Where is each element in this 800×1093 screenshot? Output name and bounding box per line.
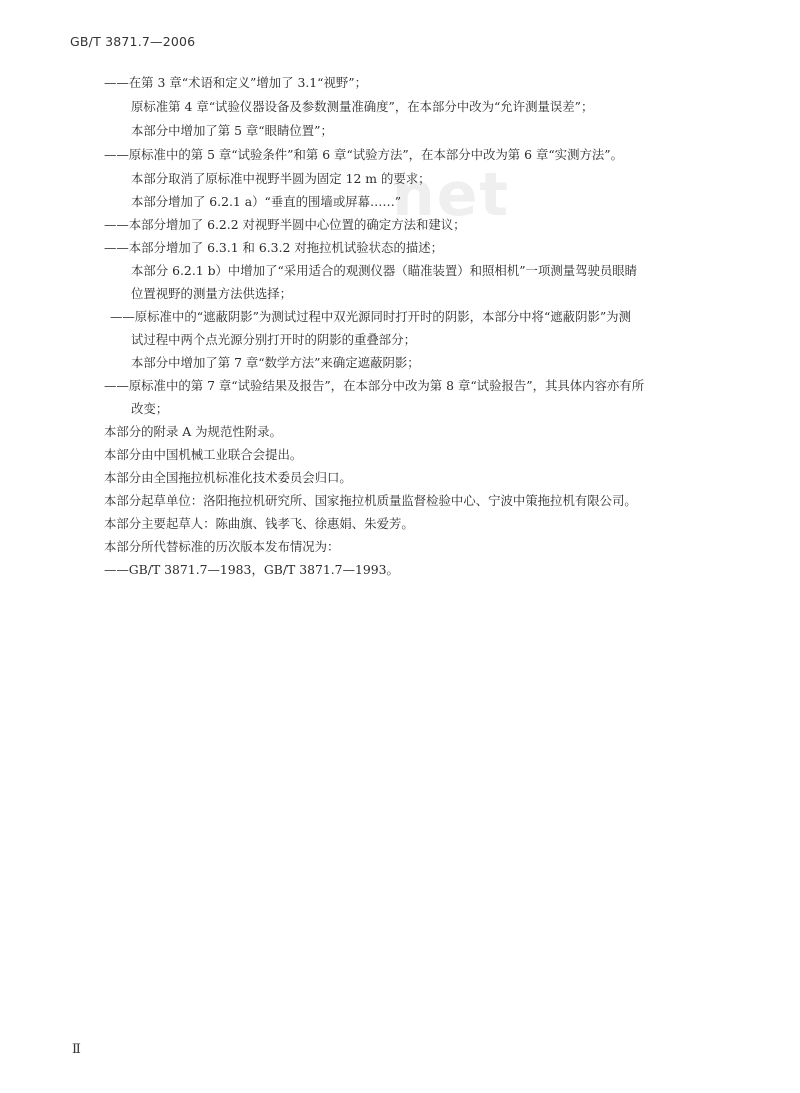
text-line: ——GB/T 3871.7—1983，GB/T 3871.7—1993。 [104,562,399,577]
watermark: net [392,160,511,230]
text-line: ——本部分增加了 6.3.1 和 6.3.2 对拖拉机试验状态的描述； [104,240,444,255]
text-line: ——本部分增加了 6.2.2 对视野半圆中心位置的确定方法和建议； [104,217,466,232]
text-line: 本部分 6.2.1 b）中增加了“采用适合的观测仪器（瞄准装置）和照相机”一项测量驾驶员眼睛 [131,263,638,278]
text-line: 本部分起草单位：洛阳拖拉机研究所、国家拖拉机质量监督检验中心、宁波中策拖拉机有限公司。 [104,493,637,508]
text-line: 本部分取消了原标准中视野半圆为固定 12 m 的要求； [131,171,431,186]
text-line: 位置视野的测量方法供选择； [131,286,293,301]
text-line: 本部分所代替标准的历次版本发布情况为： [104,539,340,554]
text-line: 本部分中增加了第 5 章“眼睛位置”； [131,123,333,138]
text-line: ——原标准中的“遮蔽阴影”为测试过程中双光源同时打开时的阴影，本部分中将“遮蔽阴影”为测 [110,309,631,324]
text-line: ——原标准中的第 7 章“试验结果及报告”，在本部分中改为第 8 章“试验报告”，其具体内容亦有所 [104,378,645,393]
document-code-header: GB/T 3871.7—2006 [70,34,196,49]
text-line: 本部分由中国机械工业联合会提出。 [104,447,303,462]
text-line: 改变； [131,401,169,416]
text-line: 本部分增加了 6.2.1 a）“垂直的围墙或屏幕……” [131,194,402,209]
text-line: 本部分的附录 A 为规范性附录。 [104,424,282,439]
text-line: ——在第 3 章“术语和定义”增加了 3.1“视野”； [104,75,367,90]
text-line: 试过程中两个点光源分别打开时的阴影的重叠部分； [131,332,416,347]
text-line: 本部分主要起草人：陈曲旗、钱孝飞、徐惠娟、朱爱芳。 [104,516,414,531]
text-line: 本部分由全国拖拉机标准化技术委员会归口。 [104,470,352,485]
page-number: Ⅱ [72,1042,81,1057]
text-line: ——原标准中的第 5 章“试验条件”和第 6 章“试验方法”，在本部分中改为第 6 章“实测方法”。 [104,147,623,162]
text-line: 本部分中增加了第 7 章“数学方法”来确定遮蔽阴影； [131,355,420,370]
text-line: 原标准第 4 章“试验仪器设备及参数测量准确度”，在本部分中改为“允许测量误差”； [131,99,594,114]
